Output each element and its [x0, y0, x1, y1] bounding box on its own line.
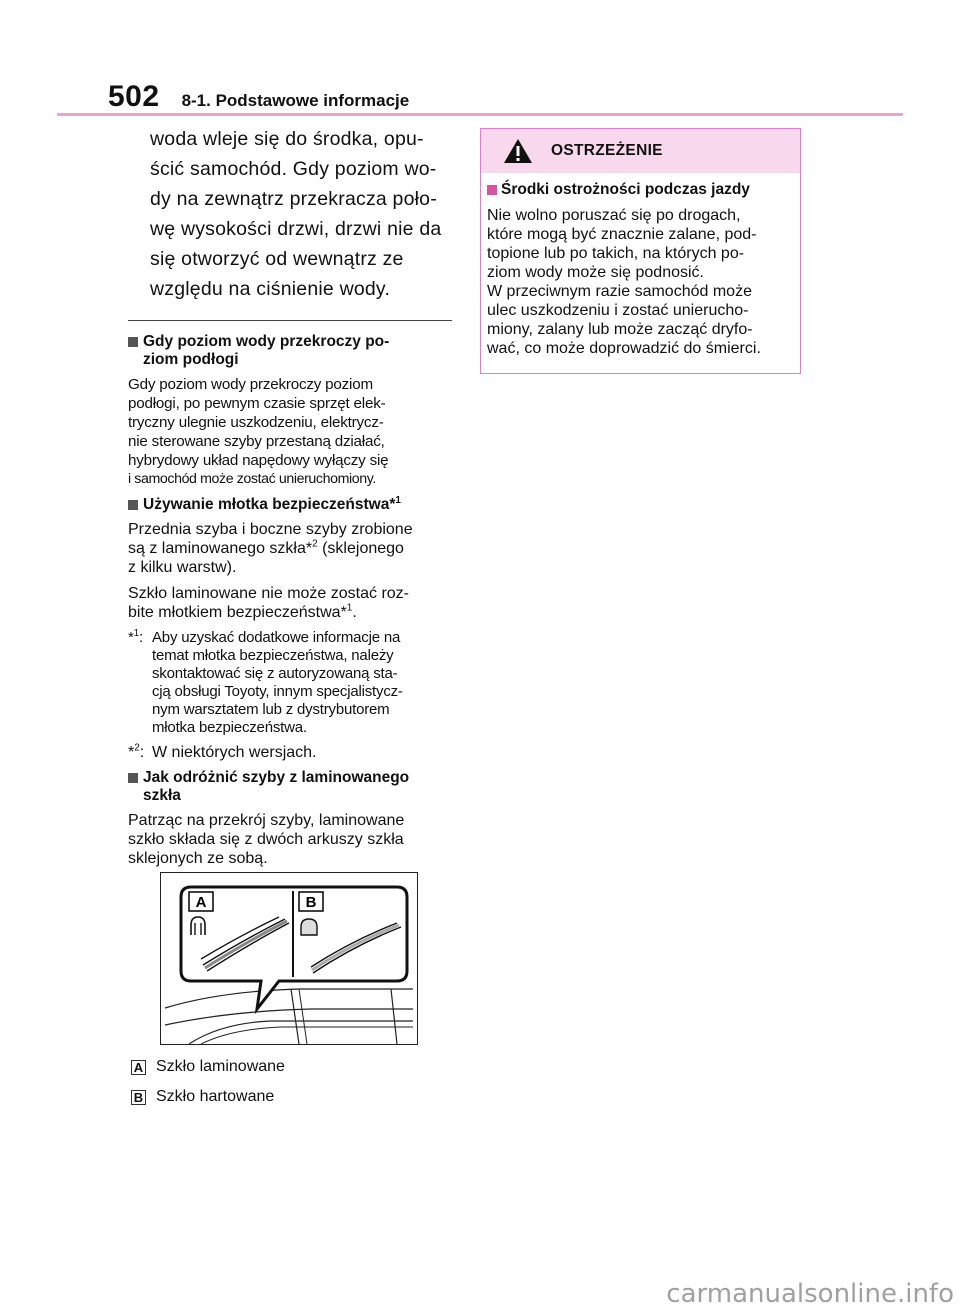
warning-box [480, 128, 801, 374]
glass-cross-section-drawing [161, 873, 417, 1044]
divider [128, 320, 452, 321]
legend-item-b [131, 1088, 431, 1106]
intro-line: dy na zewnątrz przekracza poło- [150, 188, 437, 210]
heading-laminated-glass: Jak odróżnić szyby z laminowanego szkła [128, 769, 452, 805]
hammer-body-2: Szkło laminowane nie może zostać roz- bite młotkiem bezpieczeństwa*$^1$. [128, 585, 410, 621]
legend-text-a: Szkło laminowane [156, 1058, 285, 1075]
footnote-2: *$^2$: W niektórych wersjach. [128, 742, 317, 761]
warning-header [481, 129, 800, 173]
left-column [128, 124, 452, 875]
warning-text: Nie wolno poruszać się po drogach, które mogą być znacznie zalane, pod- topione lub po takich, na których po- ziom wody może się podnosić. W przeciwnym razie samochód może ulec uszkodzeniu i zostać unierucho- miony, zalany lub może zacząć dryfo- wać, co może doprowadzić do śmierci. [487, 207, 761, 357]
warning-body [481, 173, 800, 358]
intro-line: względu na ciśnienie wody. [150, 278, 391, 300]
bullet-square-icon [128, 773, 138, 783]
footnote-1: *$^1$: Aby uzyskać dodatkowe informacje na temat młotka bezpieczeństwa, należy skontaktować się z autoryzowaną sta- cją obsługi Toyoty, innym specjalistycz- nym warsztatem lub z dystrybutorem młotka bezpieczeństwa. [128, 628, 403, 736]
warning-triangle-icon [503, 138, 533, 164]
warning-title: OSTRZEŻENIE [551, 142, 663, 159]
legend-key-a: A [131, 1060, 146, 1075]
bullet-square-icon [128, 500, 138, 510]
intro-line: wę wysokości drzwi, drzwi nie da [150, 218, 442, 240]
intro-line: woda wleje się do środka, opu- [150, 128, 424, 150]
bullet-square-icon [128, 337, 138, 347]
laminated-glass-body: Patrząc na przekrój szyby, laminowane szkło składa się z dwóch arkuszy szkła sklejonych ze sobą. [128, 812, 405, 867]
warning-subheading: Środki ostrożności podczas jazdy [487, 181, 794, 199]
intro-line: ścić samochód. Gdy poziom wo- [150, 158, 437, 180]
heading-water-level: Gdy poziom wody przekroczy po- ziom podłogi [128, 333, 452, 369]
figure-label-b: B [305, 894, 317, 911]
bullet-square-icon [487, 185, 497, 195]
intro-paragraph [150, 124, 452, 304]
legend-item-a [131, 1058, 431, 1076]
section-title: 8-1. Podstawowe informacje [181, 91, 410, 110]
legend-text-b: Szkło hartowane [156, 1088, 275, 1105]
water-level-body: Gdy poziom wody przekroczy poziom podłogi, po pewnym czasie sprzęt elek- tryczny ulegnie uszkodzeniu, elektrycz- nie sterowane szyby przestaną działać, hybrydowy układ napędowy wyłączy się i samochód może zostać unieruchomiony. [128, 376, 389, 487]
heading-safety-hammer: Używanie młotka bezpieczeństwa*$^1$ [128, 496, 452, 514]
page-header [108, 80, 409, 114]
hammer-body-1: Przednia szyba i boczne szyby zrobione są z laminowanego szkła*$^2$ (sklejonego z kilku warstw). [128, 521, 413, 576]
figure-label-a: A [195, 894, 207, 911]
footer-watermark: carmanualsonline.info [666, 1279, 954, 1309]
header-rule [57, 113, 903, 116]
intro-line: się otworzyć od wewnątrz ze [150, 248, 404, 270]
legend-key-b: B [131, 1090, 146, 1105]
page-number: 502 [108, 80, 160, 113]
glass-illustration [160, 872, 418, 1045]
